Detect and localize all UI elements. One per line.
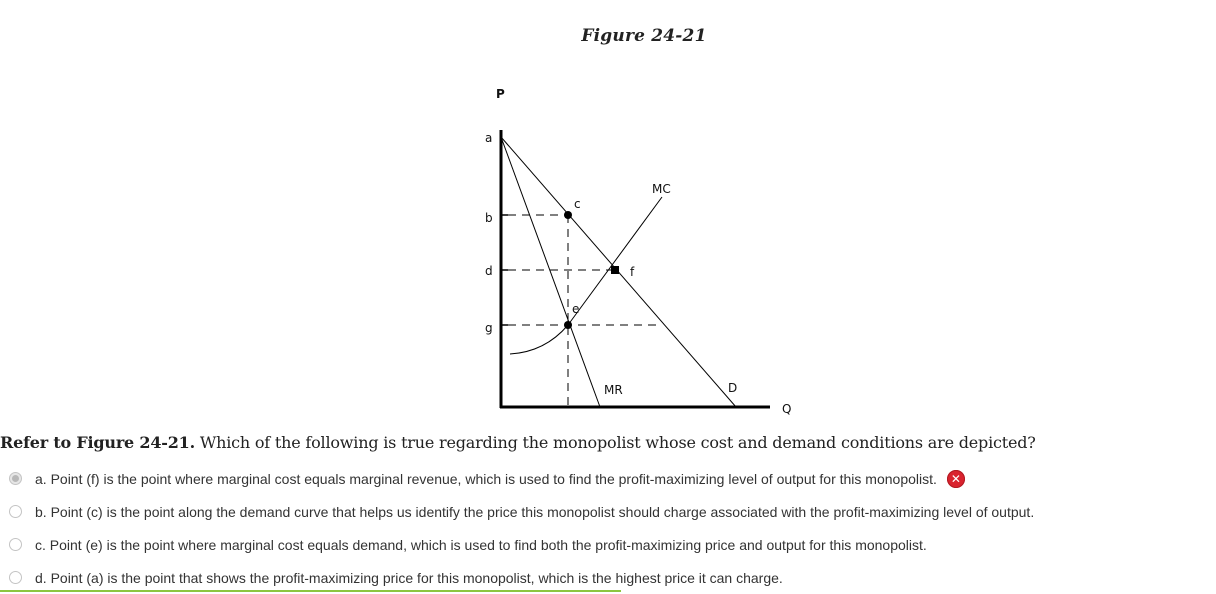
- mr-curve: [501, 137, 600, 407]
- question-text: [0, 433, 1216, 452]
- radio-a[interactable]: [9, 472, 22, 485]
- point-f-marker: [611, 266, 619, 274]
- option-d-label: d. Point (a) is the point that shows the profit-maximizing price for this monopolist, which is the highest price it can charge.: [35, 569, 783, 586]
- option-b[interactable]: [9, 495, 1209, 528]
- label-d: d: [485, 264, 493, 278]
- option-a-label: a. Point (f) is the point where marginal cost equals marginal revenue, which is used to find the profit-maximizing level of output for this monopolist.: [35, 470, 937, 487]
- question-body: Which of the following is true regarding the monopolist whose cost and demand conditions are depicted?: [194, 433, 1036, 452]
- label-g: g: [485, 321, 493, 335]
- question-ref: Refer to Figure 24-21.: [0, 433, 195, 452]
- point-c-marker: [564, 211, 572, 219]
- radio-b[interactable]: [9, 505, 22, 518]
- point-e-marker: [564, 321, 572, 329]
- radio-d[interactable]: [9, 571, 22, 584]
- monopoly-graph: [470, 80, 810, 425]
- option-b-label: b. Point (c) is the point along the demand curve that helps us identify the price this monopolist should charge associated with the profit-maximizing level of output.: [35, 503, 1035, 520]
- label-a: a: [485, 131, 493, 145]
- label-mr: MR: [604, 383, 623, 397]
- radio-c[interactable]: [9, 538, 22, 551]
- label-b: b: [485, 211, 493, 225]
- bottom-accent-line: [0, 590, 621, 592]
- mc-curve: [510, 197, 662, 354]
- label-e: e: [572, 302, 580, 316]
- label-f: f: [630, 265, 635, 279]
- option-a[interactable]: [9, 462, 1209, 495]
- p-axis-label: P: [496, 87, 505, 101]
- label-demand: D: [728, 381, 738, 395]
- label-mc: MC: [652, 182, 671, 196]
- x-circle-icon: ✕: [947, 470, 965, 488]
- answer-options: [9, 462, 1209, 594]
- figure-title: Figure 24-21: [581, 26, 707, 46]
- label-c: c: [574, 197, 581, 211]
- option-c[interactable]: [9, 528, 1209, 561]
- option-c-label: c. Point (e) is the point where marginal cost equals demand, which is used to find both the profit-maximizing price and output for this monopolist.: [35, 536, 927, 553]
- q-axis-label: Q: [782, 402, 792, 416]
